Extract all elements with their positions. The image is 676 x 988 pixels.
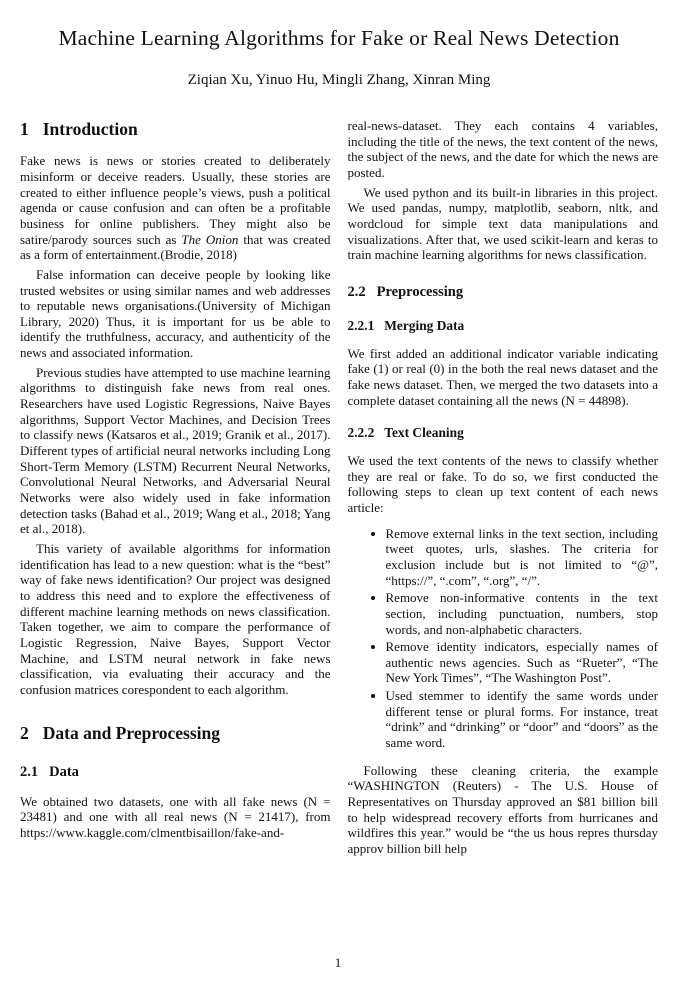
paragraph-intro-4: This variety of available algorithms for information identification has lead to a new question: what is the “best” way of fake news identification? Our project was designed to address this need and to explore the effectiveness of different machine learning methods on news classification. Taken together, we aim to compare the performance of Logistic Regression, Naive Bayes, Support Vector Machine, and LSTM neural network in fake news classification, via evaluating their accuracy and the confusion matrices corespondent to each algorithm.: [20, 541, 331, 697]
list-item-remove-links: • Remove external links in the text section, including tweet quotes, urls, slashes. The criteria for exclusion include but is not limited to “@”, “https://”, “.com”, “.org”, “/”.: [386, 526, 659, 589]
two-column-body: [20, 118, 658, 861]
subsubsection-number: 2.2.1: [347, 317, 375, 333]
subsubsection-title: Text Cleaning: [384, 425, 464, 441]
section-heading-introduction: [20, 120, 331, 139]
subsection-title: Preprocessing: [376, 283, 464, 300]
subsubsection-number: 2.2.2: [347, 425, 375, 441]
paragraph-text: We obtained two datasets, one with all fake news (N = 23481) and one with all real news (N = 21417), from: [20, 793, 331, 825]
paragraph-cleaning-example: Following these cleaning criteria, the example “WASHINGTON (Reuters) - The U.S. House of Representatives on Thursday approved an $81 billion bill to help widespread recovery efforts from hurricanes and wildfires this year.” would be “the us hous repres thursday approv billion bill help: [347, 762, 658, 857]
subsection-heading-preprocessing: [348, 285, 659, 301]
list-item-stemmer: • Used stemmer to identify the same words under different tense or plural forms. For instance, treat “drink” and “drinking” or “door” and “doors” as the same word.: [386, 688, 659, 751]
paragraph-text: that was created as a form of entertainment.(Brodie, 2018): [20, 231, 331, 263]
section-number: 1: [20, 119, 29, 139]
section-heading-data-preprocessing: [20, 724, 331, 743]
paper-title: Machine Learning Algorithms for Fake or Real News Detection: [58, 26, 620, 50]
paragraph-data: [20, 794, 331, 841]
right-column: [348, 118, 659, 861]
section-title: Data and Preprocessing: [42, 722, 221, 743]
left-column: [20, 118, 331, 861]
subsubsection-heading-text-cleaning: [348, 426, 659, 441]
paragraph-data-continued: real-news-dataset. They each contains 4 variables, including the title of the news, the text content of the news, the subject of the news, and the date for which the news are posted.: [347, 118, 658, 180]
subsection-number: 2.1: [20, 763, 39, 780]
paragraph-text: Fake news is news or stories created to deliberately misinform or deceive readers. Usually, these stories are created to either influence people’s views, push a political agenda or cause confusion and can often be a profitable business for online publishers. They might also be satire/parody sources such as: [20, 153, 331, 247]
page-number: 1: [334, 955, 342, 970]
cleaning-steps-list: [348, 526, 659, 751]
authors-line: Ziqian Xu, Yinuo Hu, Mingli Zhang, Xinran Ming: [187, 72, 491, 88]
subsection-heading-data: [20, 765, 331, 781]
paragraph-cleaning-intro: We used the text contents of the news to classify whether they are real or fake. To do so, we first conducted the following steps to clean up text content of each news article:: [347, 452, 658, 515]
subsubsection-title: Merging Data: [384, 317, 465, 333]
paragraph-merging: We first added an additional indicator variable indicating fake (1) or real (0) in the both the real news dataset and the fake news dataset. Then, we merged the two datasets into a complete dataset containing all the news (N = 44898).: [347, 345, 658, 408]
paragraph-tools: We used python and its built-in libraries in this project. We used pandas, numpy, matplotlib, seaborn, nltk, and wordcloud for simple text data manipulations and visualizations. After that, we used scikit-learn and keras to train machine learning algorithms for news classification.: [347, 184, 658, 263]
italic-publication-name: The Onion: [181, 231, 239, 247]
subsection-number: 2.2: [347, 283, 366, 300]
subsubsection-heading-merging-data: [348, 319, 659, 334]
subsection-title: Data: [49, 763, 79, 780]
paragraph-intro-1: [20, 153, 331, 263]
kaggle-url: https://www.kaggle.com/clmentbisaillon/fake-and-: [20, 825, 285, 841]
paragraph-intro-3: Previous studies have attempted to use machine learning algorithms to distinguish fake news from real ones. Researchers have used Logistic Regressions, Naive Bayes algorithms, Support Vector Machines, and Decision Trees to classify news (Katsaros et al., 2019; Granik et al., 2017). Different types of artificial neural networks including Long Short-Term Memory (LSTM) Recurrent Neural Networks, Convolutional Neural Networks, and Adversarial Neural Networks were also widely used in fake information detection tasks (Bahad et al., 2019; Wang et al., 2018; Yang et al., 2018).: [20, 364, 331, 537]
section-title: Introduction: [42, 119, 138, 139]
list-item-remove-noninformative: • Remove non-informative contents in the text section, including punctuation, numbers, stop words, and non-alphabetic characters.: [386, 590, 659, 637]
paragraph-intro-2: False information can deceive people by looking like trusted websites or using similar names and web addresses to reputable news organisations.(University of Michigan Library, 2020) Thus, it is important for us be able to identify the truthfulness, accuracy, and authenticity of the news and associated information.: [20, 266, 331, 361]
section-number: 2: [20, 722, 29, 743]
list-item-remove-identity: • Remove identity indicators, especially names of authentic news agencies. Such as “Rueter”, “The New York Times”, “The Washington Post”.: [386, 639, 659, 686]
